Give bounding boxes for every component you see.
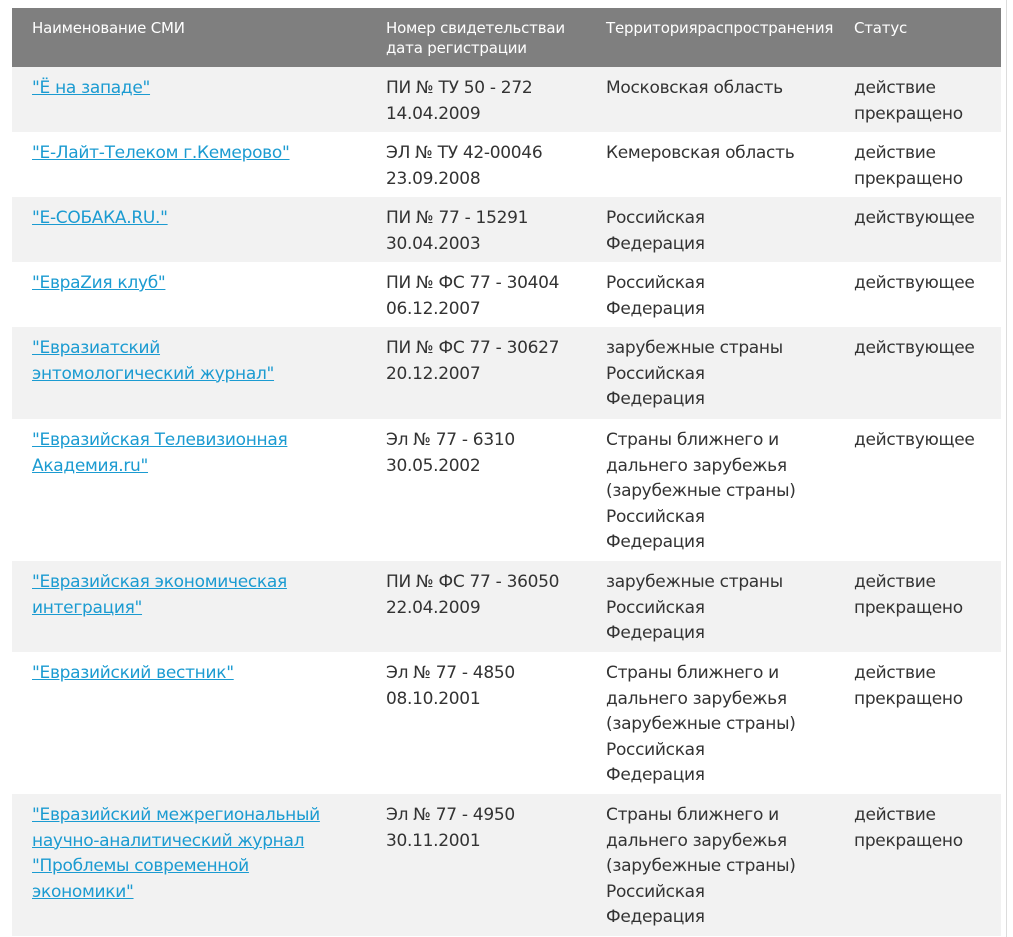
cell-text-line: "Евразийская экономическая xyxy=(32,572,287,592)
cell-text-line: прекращено xyxy=(854,597,963,618)
cell-text-line: распространения xyxy=(697,19,834,37)
table-row xyxy=(12,132,1001,197)
cell-text-line: действие xyxy=(854,78,936,98)
media-name-link[interactable] xyxy=(32,661,358,687)
media-name-link[interactable] xyxy=(32,803,358,905)
certificate-cell xyxy=(366,327,586,419)
cell-text-line: 06.12.2007 xyxy=(386,298,481,319)
cell-text-line: прекращено xyxy=(854,830,963,851)
cell-text-line: Федерация xyxy=(606,233,705,254)
cell-text-line: "Евразийский вестник" xyxy=(32,663,234,683)
cell-text-line: Страны ближнего и xyxy=(606,663,779,683)
cell-text-line: энтомологический журнал" xyxy=(32,363,275,384)
status-cell xyxy=(834,67,1001,132)
cell-text-line: и дата регистрации xyxy=(386,19,565,57)
cell-text-line: ПИ № ТУ 50 - 272 xyxy=(386,78,533,98)
cell-text-line: действующее xyxy=(854,273,975,293)
cell-text-line: дальнего зарубежья xyxy=(606,688,787,709)
media-name-cell xyxy=(12,262,366,327)
table-row xyxy=(12,67,1001,132)
cell-text-line: 14.04.2009 xyxy=(386,103,481,124)
status-cell xyxy=(834,419,1001,561)
cell-text-line: "Евразийская Телевизионная xyxy=(32,430,288,450)
header-territory xyxy=(586,8,834,67)
cell-text-line: Статус xyxy=(854,19,908,37)
table-row xyxy=(12,327,1001,419)
territory-cell xyxy=(586,419,834,561)
media-name-link[interactable] xyxy=(32,76,358,102)
cell-text-line: Номер свидетельства xyxy=(386,19,556,37)
media-name-cell xyxy=(12,561,366,652)
media-name-link[interactable] xyxy=(32,428,358,479)
cell-text-line: прекращено xyxy=(854,168,963,189)
table-row xyxy=(12,197,1001,262)
media-registry-table xyxy=(12,8,1001,936)
certificate-cell xyxy=(366,419,586,561)
cell-text-line: 30.11.2001 xyxy=(386,830,481,851)
cell-text-line: действие xyxy=(854,572,936,592)
certificate-cell xyxy=(366,262,586,327)
cell-text-line: (зарубежные страны) xyxy=(606,856,796,876)
cell-text-line: дальнего зарубежья xyxy=(606,830,787,851)
header-media-name xyxy=(12,8,366,67)
cell-text-line: 30.05.2002 xyxy=(386,455,481,476)
certificate-cell xyxy=(366,794,586,936)
table-row xyxy=(12,419,1001,561)
cell-text-line: Российская xyxy=(606,363,705,384)
cell-text-line: ПИ № ФС 77 - 36050 xyxy=(386,572,560,592)
page-right-border xyxy=(1006,0,1007,937)
cell-text-line: действие xyxy=(854,663,936,683)
cell-text-line: Федерация xyxy=(606,907,705,927)
territory-cell xyxy=(586,132,834,197)
cell-text-line: 20.12.2007 xyxy=(386,363,481,384)
cell-text-line: "Евразиатский xyxy=(32,338,161,358)
status-cell xyxy=(834,327,1001,419)
cell-text-line: Российская xyxy=(606,597,705,618)
cell-text-line: Российская xyxy=(606,208,705,228)
cell-text-line: Российская xyxy=(606,739,705,760)
cell-text-line: ПИ № ФС 77 - 30627 xyxy=(386,338,560,358)
media-name-cell xyxy=(12,197,366,262)
cell-text-line: действие xyxy=(854,805,936,825)
media-name-link[interactable] xyxy=(32,570,358,621)
status-cell xyxy=(834,197,1001,262)
status-cell xyxy=(834,794,1001,936)
media-name-link[interactable] xyxy=(32,141,358,167)
certificate-cell xyxy=(366,132,586,197)
cell-text-line: 23.09.2008 xyxy=(386,168,481,189)
cell-text-line: зарубежные страны xyxy=(606,572,783,592)
media-name-cell xyxy=(12,419,366,561)
cell-text-line: "Евразийский межрегиональный xyxy=(32,805,320,825)
cell-text-line: "Проблемы современной xyxy=(32,856,249,876)
cell-text-line: ПИ № ФС 77 - 30404 xyxy=(386,273,560,293)
cell-text-line: 08.10.2001 xyxy=(386,688,481,709)
cell-text-line: Страны ближнего и xyxy=(606,805,779,825)
cell-text-line: ПИ № 77 - 15291 xyxy=(386,208,529,228)
cell-text-line: действующее xyxy=(854,338,975,358)
cell-text-line: прекращено xyxy=(854,103,963,124)
media-name-link[interactable] xyxy=(32,271,358,297)
media-name-cell xyxy=(12,327,366,419)
header-status xyxy=(834,8,1001,67)
cell-text-line: Территория xyxy=(606,19,698,37)
cell-text-line: Академия.ru" xyxy=(32,455,149,476)
table-row xyxy=(12,652,1001,794)
cell-text-line: Эл № 77 - 4950 xyxy=(386,805,515,825)
territory-cell xyxy=(586,561,834,652)
media-name-cell xyxy=(12,652,366,794)
header-certificate xyxy=(366,8,586,67)
media-name-link[interactable] xyxy=(32,206,358,232)
cell-text-line: Федерация xyxy=(606,298,705,319)
cell-text-line: Эл № 77 - 6310 xyxy=(386,430,515,450)
cell-text-line: Федерация xyxy=(606,765,705,785)
cell-text-line: ЭЛ № ТУ 42-00046 xyxy=(386,143,543,163)
cell-text-line: зарубежные страны xyxy=(606,338,783,358)
territory-cell xyxy=(586,652,834,794)
status-cell xyxy=(834,652,1001,794)
cell-text-line: научно-аналитический журнал xyxy=(32,830,305,851)
cell-text-line: Наименование СМИ xyxy=(32,19,185,37)
cell-text-line: действие xyxy=(854,143,936,163)
status-cell xyxy=(834,262,1001,327)
cell-text-line: действующее xyxy=(854,430,975,450)
territory-cell xyxy=(586,67,834,132)
cell-text-line: экономики" xyxy=(32,881,134,902)
cell-text-line: (зарубежные страны) xyxy=(606,714,796,734)
table-row xyxy=(12,561,1001,652)
cell-text-line: Российская xyxy=(606,506,705,527)
territory-cell xyxy=(586,197,834,262)
territory-cell xyxy=(586,262,834,327)
cell-text-line: Федерация xyxy=(606,389,705,409)
table-header-row xyxy=(12,8,1001,67)
cell-text-line: 30.04.2003 xyxy=(386,233,481,254)
certificate-cell xyxy=(366,67,586,132)
territory-cell xyxy=(586,327,834,419)
cell-text-line: (зарубежные страны) xyxy=(606,481,796,501)
cell-text-line: действующее xyxy=(854,208,975,228)
cell-text-line: "Е-Лайт-Телеком г.Кемерово" xyxy=(32,143,290,163)
cell-text-line: Федерация xyxy=(606,532,705,552)
cell-text-line: "Е-СОБАКА.RU." xyxy=(32,208,168,228)
territory-cell xyxy=(586,794,834,936)
certificate-cell xyxy=(366,197,586,262)
certificate-cell xyxy=(366,561,586,652)
cell-text-line: дальнего зарубежья xyxy=(606,455,787,476)
media-name-cell xyxy=(12,67,366,132)
cell-text-line: Кемеровская область xyxy=(606,143,795,163)
cell-text-line: Московская область xyxy=(606,78,783,98)
cell-text-line: Эл № 77 - 4850 xyxy=(386,663,515,683)
status-cell xyxy=(834,132,1001,197)
cell-text-line: "Ё на западе" xyxy=(32,78,151,98)
cell-text-line: "ЕвраZия клуб" xyxy=(32,273,166,293)
cell-text-line: интеграция" xyxy=(32,597,143,618)
cell-text-line: Российская xyxy=(606,273,705,293)
table-row xyxy=(12,794,1001,936)
table-row xyxy=(12,262,1001,327)
cell-text-line: Страны ближнего и xyxy=(606,430,779,450)
cell-text-line: Федерация xyxy=(606,623,705,643)
media-name-cell xyxy=(12,794,366,936)
certificate-cell xyxy=(366,652,586,794)
cell-text-line: Российская xyxy=(606,881,705,902)
status-cell xyxy=(834,561,1001,652)
cell-text-line: 22.04.2009 xyxy=(386,597,481,618)
media-name-link[interactable] xyxy=(32,336,358,387)
media-name-cell xyxy=(12,132,366,197)
cell-text-line: прекращено xyxy=(854,688,963,709)
